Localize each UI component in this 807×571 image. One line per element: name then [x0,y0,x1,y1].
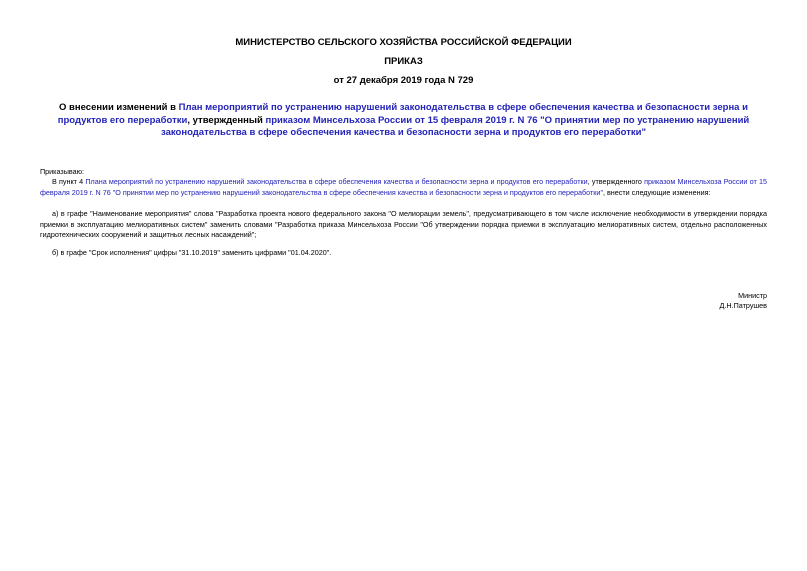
title-plan-link[interactable]: План мероприятий по устранению нарушений законодательства в сфере обеспечения качества и безопасности зерна и продуктов его переработки [57,102,748,126]
paragraph-point-4 [40,177,767,198]
document-date-number: от 27 декабря 2019 года N 729 [333,75,474,86]
p1-text-end: , внести следующие изменения: [603,187,711,197]
document-title [40,102,767,140]
p1-text-mid: , утвержденного [587,177,645,186]
p1-order-link[interactable]: приказом Минсельхоза России от 15 февраля 2019 г. N 76 "О принятии мер по устранению нарушений законодательства в сфере обеспечения качества и безопасности зерна и продуктов его переработки" [40,177,767,197]
title-text-2: , утвержденный [187,114,266,126]
signature-position: Министр [738,291,767,300]
title-text-1: О внесении изменений в [59,102,179,113]
signature-name: Д.Н.Патрушев [719,301,767,310]
p1-text-start: В пункт 4 [52,177,86,186]
order-word: Приказываю: [40,167,84,176]
document-type: ПРИКАЗ [384,56,423,67]
title-order-link[interactable]: приказом Минсельхоза России от 15 февраля 2019 г. N 76 "О принятии мер по устранению нарушений законодательства в сфере обеспечения качества и безопасности зерна и продуктов его переработки" [161,114,750,138]
ministry-name: МИНИСТЕРСТВО СЕЛЬСКОГО ХОЗЯЙСТВА РОССИЙСКОЙ ФЕДЕРАЦИИ [235,37,572,48]
item-b: б) в графе "Срок исполнения" цифры "31.10.2019" заменить цифрами "01.04.2020". [52,248,332,257]
item-a: а) в графе "Наименование мероприятия" слова "Разработка проекта нового федерального закона "О мелиорации земель", предусматривающего в том числе исключение необходимости в утверждении порядка приемки в эксплуатацию мелиоративных систем" заменить словами "Разработка приказа Минсельхоза России "Об утверждении порядка приемки в эксплуатацию мелиоративных систем, отдельно расположенных гидротехнических сооружений и защитных лесных насаждений"; [40,209,767,239]
p1-plan-link[interactable]: Плана мероприятий по устранению нарушений законодательства в сфере обеспечения качества и безопасности зерна и продуктов его переработки [85,177,588,186]
